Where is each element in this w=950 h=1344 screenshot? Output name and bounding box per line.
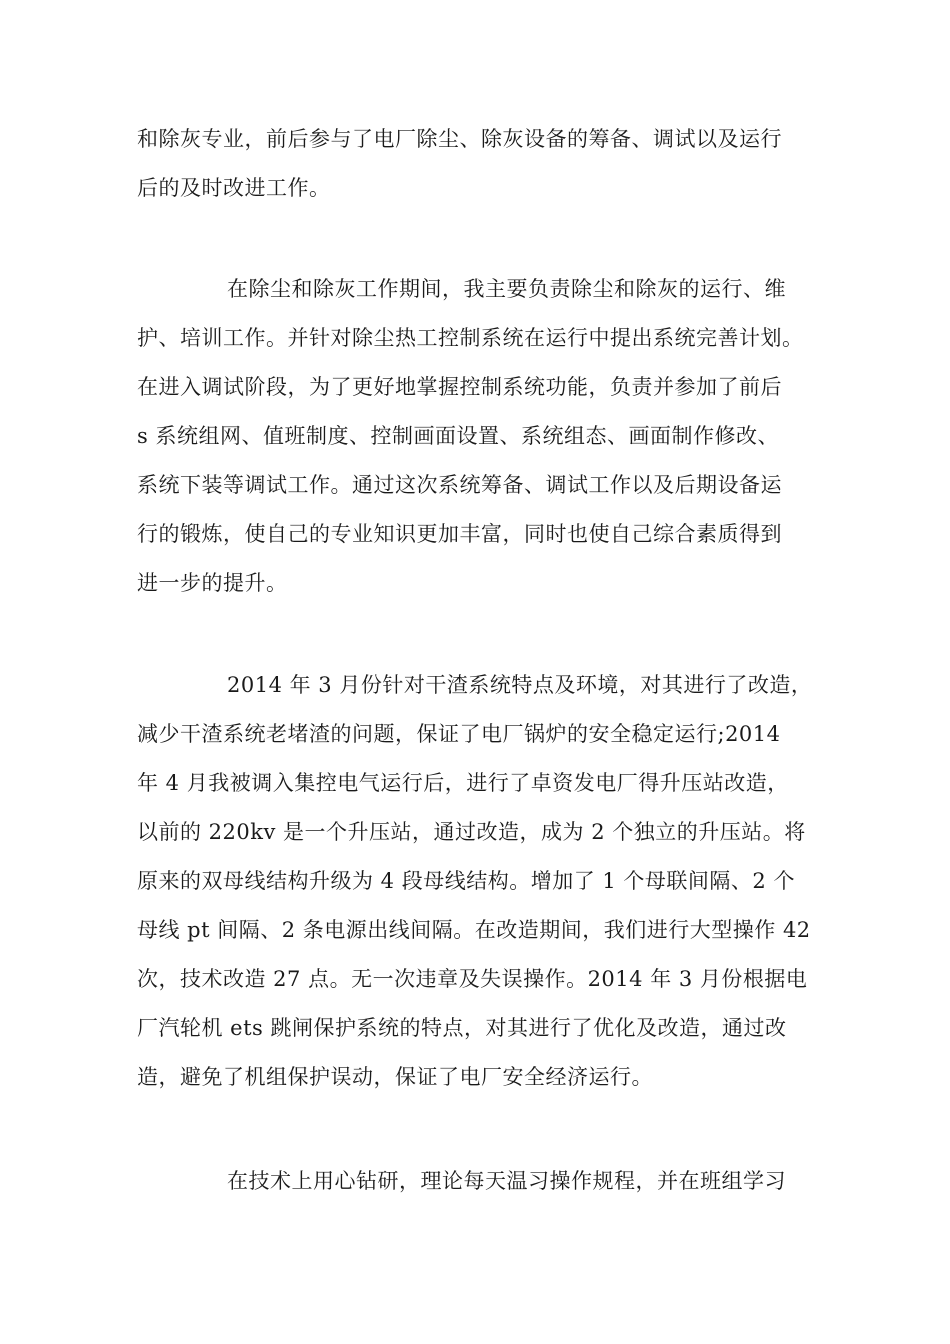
paragraph-1	[137, 115, 827, 213]
text-line: 次，技术改造 27 点。无一次违章及失误操作。2014 年 3 月份根据电	[137, 967, 808, 991]
text-line: 在技术上用心钻研，理论每天温习操作规程，并在班组学习	[227, 1169, 786, 1193]
paragraph-2	[137, 265, 827, 608]
text-line: 造，避免了机组保护误动，保证了电厂安全经济运行。	[137, 1065, 653, 1089]
paragraph-3	[137, 661, 827, 1102]
text-line: 行的锻炼，使自己的专业知识更加丰富，同时也使自己综合素质得到	[137, 522, 782, 546]
text-line: 系统下装等调试工作。通过这次系统筹备、调试工作以及后期设备运	[137, 473, 782, 497]
text-line: 厂汽轮机 ets 跳闸保护系统的特点，对其进行了优化及改造，通过改	[137, 1016, 787, 1040]
text-line: 护、培训工作。并针对除尘热工控制系统在运行中提出系统完善计划。	[137, 326, 804, 350]
text-line: 进一步的提升。	[137, 571, 288, 595]
text-line: 减少干渣系统老堵渣的问题，保证了电厂锅炉的安全稳定运行;2014	[137, 722, 781, 746]
text-line: 后的及时改进工作。	[137, 176, 331, 200]
text-line: 和除灰专业，前后参与了电厂除尘、除灰设备的筹备、调试以及运行	[137, 127, 782, 151]
text-line: 以前的 220kv 是一个升压站，通过改造，成为 2 个独立的升压站。将	[137, 820, 806, 844]
text-line: 母线 pt 间隔、2 条电源出线间隔。在改造期间，我们进行大型操作 42	[137, 918, 811, 942]
paragraph-4	[137, 1157, 827, 1206]
text-line: 年 4 月我被调入集控电气运行后，进行了卓资发电厂得升压站改造，	[137, 771, 789, 795]
text-line: 2014 年 3 月份针对干渣系统特点及环境，对其进行了改造，	[227, 673, 813, 697]
text-line: 在除尘和除灰工作期间，我主要负责除尘和除灰的运行、维	[227, 277, 786, 301]
text-line: 在进入调试阶段，为了更好地掌握控制系统功能，负责并参加了前后	[137, 375, 782, 399]
text-line: s 系统组网、值班制度、控制画面设置、系统组态、画面制作修改、	[137, 424, 779, 448]
text-line: 原来的双母线结构升级为 4 段母线结构。增加了 1 个母联间隔、2 个	[137, 869, 795, 893]
